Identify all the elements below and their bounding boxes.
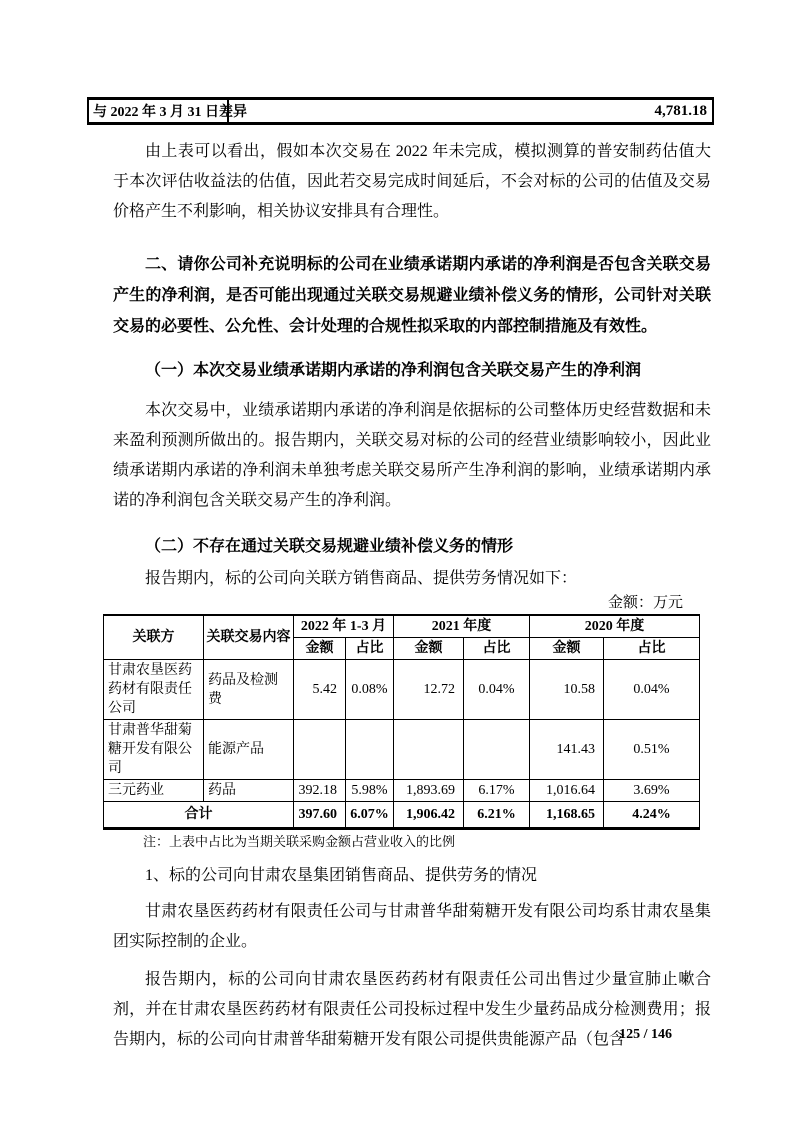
carryover-row-label: 与 2022 年 3 月 31 日差异 (88, 99, 228, 124)
cell-ratio (464, 720, 530, 780)
table-row (88, 99, 713, 124)
header-period-2022: 2022 年 1-3 月 (294, 615, 394, 638)
paragraph-table-intro: 报告期内，标的公司向关联方销售商品、提供劳务情况如下： (145, 570, 578, 587)
cell-amount (394, 720, 464, 780)
cell-amount: 141.43 (530, 720, 604, 780)
header-amount-2022: 金额 (294, 638, 346, 660)
list-item-1-heading: 1、标的公司向甘肃农垦集团销售商品、提供劳务的情况 (145, 867, 538, 884)
cell-ratio: 6.17% (464, 780, 530, 802)
paragraph-valuation-conclusion: 由上表可以看出，假如本次交易在 2022 年未完成，模拟测算的普安制药估值大于本次评估收益法的估值，因此若交易完成时间延后，不会对标的公司的估值及交易价格产生不利影响，相关协议安排具有合理性。 (113, 143, 711, 220)
cell-party: 甘肃农垦医药药材有限责任公司 (104, 660, 204, 720)
header-amount-2021: 金额 (394, 638, 464, 660)
total-ratio: 4.24% (604, 802, 700, 829)
cell-amount: 1,016.64 (530, 780, 604, 802)
paragraph-group-control: 甘肃农垦医药药材有限责任公司与甘肃普华甜菊糖开发有限公司均系甘肃农垦集团实际控制的企业。 (113, 903, 711, 950)
table-total-row (104, 802, 700, 829)
cell-party: 甘肃普华甜菊糖开发有限公司 (104, 720, 204, 780)
cell-ratio: 3.69% (604, 780, 700, 802)
header-ratio-2021: 占比 (464, 638, 530, 660)
table-row (104, 660, 700, 720)
header-period-2020: 2020 年度 (530, 615, 700, 638)
header-amount-2020: 金额 (530, 638, 604, 660)
header-ratio-2022: 占比 (346, 638, 394, 660)
cell-amount: 12.72 (394, 660, 464, 720)
total-amount: 1,906.42 (394, 802, 464, 829)
carryover-table (87, 97, 714, 125)
subsection-heading-2-2: （二）不存在通过关联交易规避业绩补偿义务的情形 (145, 538, 514, 555)
cell-ratio: 0.08% (346, 660, 394, 720)
paragraph-commitment-explanation: 本次交易中，业绩承诺期内承诺的净利润是依据标的公司整体历史经营数据和未来盈利预测所做出的。报告期内，关联交易对标的公司的经营业绩影响较小，因此业绩承诺期内承诺的净利润未单独考虑关联交易所产生净利润的影响，业绩承诺期内承诺的净利润包含关联交易产生的净利润。 (113, 402, 711, 509)
header-period-2021: 2021 年度 (394, 615, 530, 638)
header-ratio-2020: 占比 (604, 638, 700, 660)
cell-amount (294, 720, 346, 780)
total-amount: 1,168.65 (530, 802, 604, 829)
cell-ratio: 0.04% (464, 660, 530, 720)
header-content: 关联交易内容 (204, 615, 294, 660)
header-party: 关联方 (104, 615, 204, 660)
total-amount: 397.60 (294, 802, 346, 829)
cell-ratio: 5.98% (346, 780, 394, 802)
page-number: 125 / 146 (619, 1027, 672, 1042)
table-unit-label: 金额：万元 (607, 595, 683, 611)
cell-amount: 5.42 (294, 660, 346, 720)
table-note: 注：上表中占比为当期关联采购金额占营业收入的比例 (143, 834, 456, 849)
cell-amount: 1,893.69 (394, 780, 464, 802)
cell-party: 三元药业 (104, 780, 204, 802)
table-row (104, 720, 700, 780)
cell-content: 能源产品 (204, 720, 294, 780)
table-header-row-1 (104, 615, 700, 638)
cell-amount: 392.18 (294, 780, 346, 802)
related-party-sales-table (103, 614, 700, 830)
total-label: 合计 (104, 802, 294, 829)
cell-ratio: 0.04% (604, 660, 700, 720)
cell-ratio: 0.51% (604, 720, 700, 780)
carryover-row-value: 4,781.18 (228, 99, 713, 124)
total-ratio: 6.07% (346, 802, 394, 829)
paragraph-report-period-sales: 报告期内，标的公司向甘肃农垦医药药材有限责任公司出售过少量宣肺止嗽合剂，并在甘肃农垦医药药材有限责任公司投标过程中发生少量药品成分检测费用；报告期内，标的公司向甘肃普华甜菊糖开发有限公司提供贵能源产品（包含 (113, 971, 711, 1048)
subsection-heading-2-1: （一）本次交易业绩承诺期内承诺的净利润包含关联交易产生的净利润 (145, 362, 642, 379)
total-ratio: 6.21% (464, 802, 530, 829)
cell-content: 药品 (204, 780, 294, 802)
section-heading-question-2: 二、请你公司补充说明标的公司在业绩承诺期内承诺的净利润是否包含关联交易产生的净利润，是否可能出现通过关联交易规避业绩补偿义务的情形，公司针对关联交易的必要性、公允性、会计处理的合规性拟采取的内部控制措施及有效性。 (113, 256, 711, 335)
table-row (104, 780, 700, 802)
cell-content: 药品及检测费 (204, 660, 294, 720)
cell-ratio (346, 720, 394, 780)
cell-amount: 10.58 (530, 660, 604, 720)
